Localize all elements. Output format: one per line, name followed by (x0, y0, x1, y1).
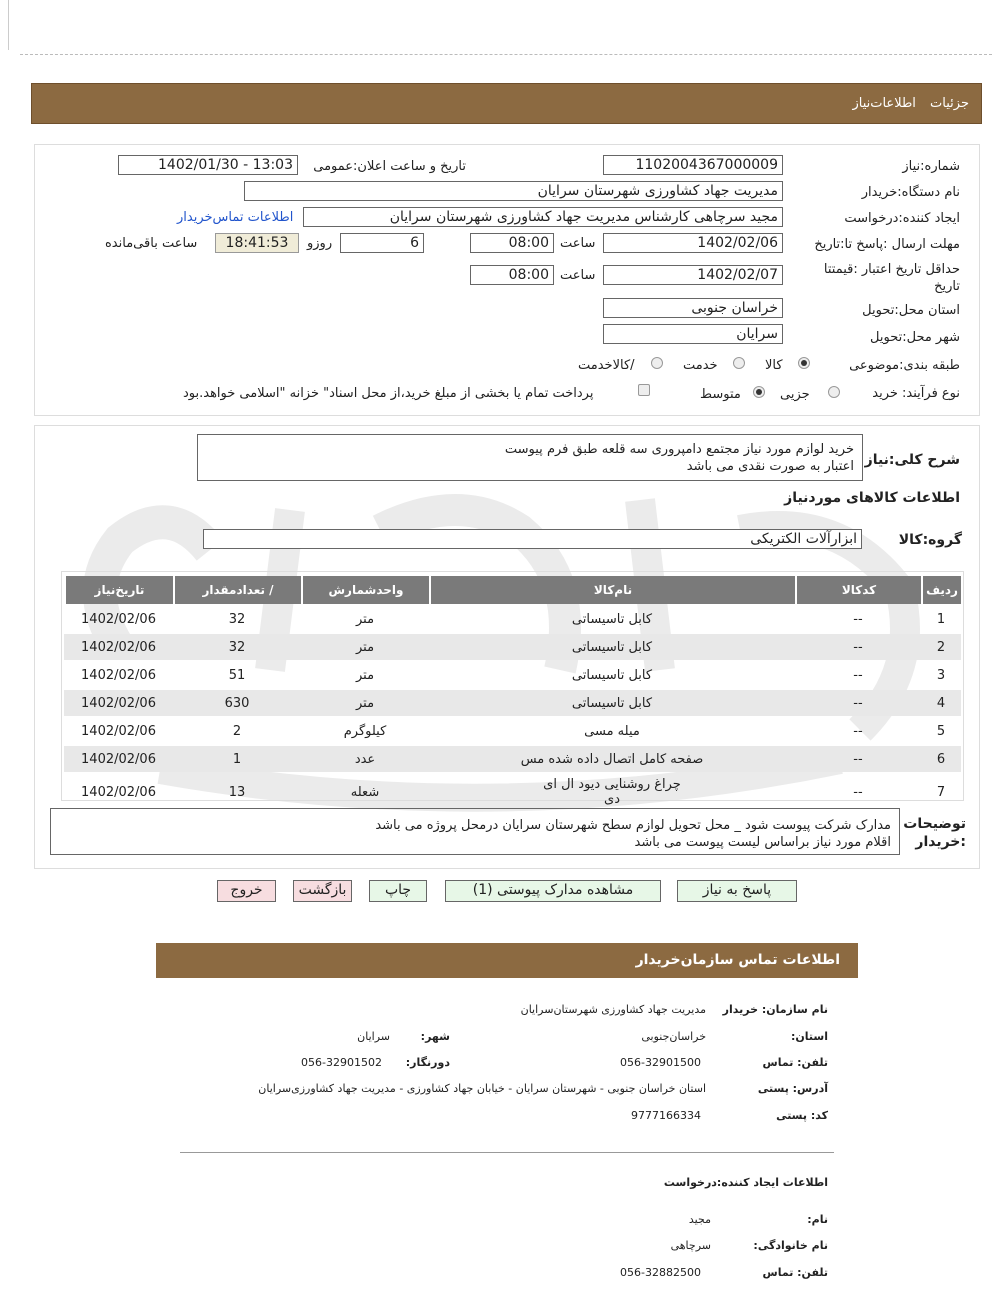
category-both-label: /کالاخدمت (578, 358, 635, 373)
deadline-time-field: 08:00 (470, 233, 554, 253)
city-label: شهر محل:تحویل (870, 330, 960, 345)
attachments-button[interactable]: مشاهده مدارک پیوستی (1) (445, 880, 661, 902)
contact-phone-label: تلفن: تماس (762, 1056, 828, 1069)
header-tabs[interactable]: جزئیات اطلاعات‌نیاز (852, 96, 969, 111)
item-unit-cell: عدد (301, 746, 429, 772)
item-date-cell: 1402/02/06 (81, 611, 156, 627)
contact-org-label: نام سازمان: خریدار (722, 1003, 828, 1016)
creator-info-title: اطلاعات ایجاد کننده:درخواست (663, 1176, 828, 1189)
need-number-label: شماره:نیاز (902, 159, 960, 174)
creator-phone-label: تلفن: تماس (762, 1266, 828, 1279)
page-header (31, 83, 982, 124)
item-qty-cell: 32 (228, 611, 246, 627)
item-code-cell: -- (795, 746, 921, 772)
contact-section-header (156, 943, 858, 978)
page-edge-line (8, 0, 9, 50)
remaining-label: ساعت باقی‌مانده (105, 236, 198, 251)
table-row (64, 662, 961, 688)
item-date-cell: 1402/02/06 (81, 784, 156, 800)
category-service-radio[interactable] (733, 357, 745, 369)
days-field: 6 (340, 233, 424, 253)
creator-family-value: سرچاهی (670, 1239, 711, 1252)
col-name: نام‌کالا (429, 576, 795, 604)
announce-label: تاریخ و ساعت اعلان:عمومی (313, 159, 466, 174)
table-row (64, 634, 961, 660)
contact-divider (180, 1152, 834, 1153)
contact-city-value: سرایان (357, 1030, 390, 1043)
item-date-cell: 1402/02/06 (81, 723, 156, 739)
validity-date-field: 1402/02/07 (603, 265, 783, 285)
row-number-cell: 5 (936, 723, 946, 739)
deadline-date-field: 1402/02/06 (603, 233, 783, 253)
item-date-cell: 1402/02/06 (64, 634, 173, 660)
goods-table (64, 574, 961, 812)
category-goods-label: کالا (765, 358, 783, 373)
item-name-cell: کابل تاسیساتی (429, 634, 795, 660)
item-qty-cell: 32 (173, 634, 301, 660)
contact-city-label: شهر: (420, 1030, 450, 1043)
buyer-contact-link[interactable]: اطلاعات تماس‌خریدار (177, 210, 294, 225)
item-date-cell: 1402/02/06 (81, 667, 156, 683)
item-qty-cell: 630 (173, 690, 301, 716)
table-row (64, 718, 961, 744)
creator-name-value: مجید (688, 1213, 711, 1226)
buyer-notes-label: توضیحات :خریدار (903, 816, 966, 850)
back-button[interactable]: بازگشت (293, 880, 352, 902)
row-number-cell: 4 (921, 690, 961, 716)
row-number-cell: 1 (936, 611, 946, 627)
table-row (64, 690, 961, 716)
validity-label: حداقل تاریخ اعتبار :قیمتتا تاریخ (823, 262, 960, 294)
category-both-radio[interactable] (651, 357, 663, 369)
category-label: طبقه بندی:موضوعی (849, 358, 960, 373)
contact-postal-value: 9777166334 (631, 1109, 701, 1122)
top-divider (20, 54, 992, 55)
buyer-notes-line-2: اقلام مورد نیاز براساس لیست پیوست می باشد (634, 835, 891, 850)
col-qty: / تعدادمقدار (173, 576, 301, 604)
reply-button[interactable]: پاسخ به نیاز (677, 880, 797, 902)
item-name-cell: صفحه کامل اتصال داده شده مس (429, 746, 795, 772)
contact-address-label: آدرس: پستی (757, 1082, 828, 1095)
contact-fax-label: دورنگار: (405, 1056, 450, 1069)
item-unit-cell: شعله (350, 784, 380, 800)
days-label: روزو (307, 236, 333, 251)
creator-family-label: نام خانوادگی: (753, 1239, 828, 1252)
item-code-cell: -- (853, 611, 863, 627)
row-number-cell: 7 (936, 784, 946, 800)
item-unit-cell: متر (301, 690, 429, 716)
process-minor-label: جزیی (780, 387, 810, 402)
col-row: ردیف (921, 576, 961, 604)
process-medium-label: متوسط (700, 387, 741, 402)
contact-fax-value: 056-32901502 (301, 1056, 382, 1069)
goods-group-label: گروه:کالا (898, 532, 962, 548)
item-qty-cell: 13 (228, 784, 246, 800)
print-button[interactable]: چاپ (369, 880, 427, 902)
payment-checkbox[interactable] (638, 384, 650, 396)
contact-province-value: خراسان‌جنوبی (641, 1030, 706, 1043)
creator-field: مجید سرچاهی کارشناس مدیریت جهاد کشاورزی شهرستان سرایان (303, 207, 783, 227)
payment-note: پرداخت تمام یا بخشی از مبلغ خرید،از محل اسناد" خزانه "اسلامی خواهد.بود (183, 386, 594, 401)
row-number-cell: 6 (921, 746, 961, 772)
description-line-2: اعتبار به صورت نقدی می باشد (686, 459, 854, 474)
buyer-org-label: نام دستگاه:خریدار (861, 185, 960, 200)
item-code-cell: -- (853, 784, 863, 800)
item-name-cell: میله مسی (584, 723, 640, 739)
description-box (197, 434, 863, 481)
contact-section-title: اطلاعات تماس سازمان‌خریدار (635, 952, 840, 968)
contact-province-label: استان: (791, 1030, 828, 1043)
process-label: نوع فرآیند: خرید (872, 386, 960, 401)
deadline-time-label: ساعت (560, 236, 596, 251)
validity-time-label: ساعت (560, 268, 596, 283)
item-qty-cell: 2 (232, 723, 242, 739)
row-number-cell: 2 (921, 634, 961, 660)
deadline-label: مهلت ارسال :پاسخ تا:تاریخ (814, 237, 960, 252)
announce-field: 1402/01/30 - 13:03 (118, 155, 298, 175)
province-label: استان محل:تحویل (862, 303, 960, 318)
exit-button[interactable]: خروج (217, 880, 276, 902)
buyer-notes-box (50, 808, 900, 855)
description-label: شرح کلی:نیاز (864, 452, 960, 468)
category-service-label: خدمت (683, 358, 718, 373)
item-name-cell: کابل تاسیساتی (429, 690, 795, 716)
goods-table-frame (61, 571, 964, 807)
creator-label: ایجاد کننده:درخواست (844, 211, 960, 226)
item-date-cell: 1402/02/06 (64, 690, 173, 716)
description-line-1: خرید لوازم مورد نیاز مجتمع دامپروری سه قلعه طبق فرم پیوست (504, 442, 854, 457)
creator-phone-value: 056-32882500 (620, 1266, 701, 1279)
item-date-cell: 1402/02/06 (64, 746, 173, 772)
buyer-org-field: مدیریت جهاد کشاورزی شهرستان سرایان (244, 181, 783, 201)
validity-time-field: 08:00 (470, 265, 554, 285)
contact-org-value: مدیریت جهاد کشاورزی شهرستان‌سرایان (520, 1003, 706, 1016)
contact-postal-label: کد: پستی (776, 1109, 828, 1122)
goods-title: اطلاعات کالاهای موردنیاز (784, 490, 960, 506)
item-name-cell: چراغ روشنایی دیود ال ای دی (543, 777, 681, 807)
col-date: تاریخ‌نیاز (64, 576, 173, 604)
contact-phone-value: 056-32901500 (620, 1056, 701, 1069)
row-number-cell: 3 (936, 667, 946, 683)
province-field: خراسان جنوبی (603, 298, 783, 318)
col-unit: واحدشمارش (301, 576, 429, 604)
table-row (64, 606, 961, 632)
col-code: کدکالا (795, 576, 921, 604)
item-name-cell: کابل تاسیساتی (571, 667, 653, 683)
creator-name-label: نام: (807, 1213, 828, 1226)
item-code-cell: -- (795, 690, 921, 716)
item-unit-cell: متر (355, 611, 375, 627)
category-goods-radio[interactable] (798, 357, 810, 369)
goods-table-header (64, 576, 961, 604)
item-code-cell: -- (853, 723, 863, 739)
item-qty-cell: 51 (228, 667, 246, 683)
city-field: سرایان (603, 324, 783, 344)
goods-group-field: ابزارآلات الکتریکی (203, 529, 862, 549)
item-code-cell: -- (853, 667, 863, 683)
process-medium-radio[interactable] (753, 386, 765, 398)
table-row (64, 774, 961, 810)
need-number-field: 1102004367000009 (603, 155, 783, 175)
item-code-cell: -- (795, 634, 921, 660)
item-unit-cell: متر (355, 667, 375, 683)
process-minor-radio[interactable] (828, 386, 840, 398)
item-name-cell: کابل تاسیساتی (571, 611, 653, 627)
buyer-notes-line-1: مدارک شرکت پیوست شود _ محل تحویل لوازم سطح شهرستان سرایان درمحل پروژه می باشد (375, 818, 891, 833)
contact-address-value: استان خراسان جنوبی - شهرستان سرایان - خیابان جهاد کشاورزی - مدیریت جهاد کشاورزی‌سرایان (258, 1082, 706, 1095)
remaining-timer: 18:41:53 (215, 233, 299, 253)
item-qty-cell: 1 (173, 746, 301, 772)
table-row (64, 746, 961, 772)
item-unit-cell: کیلوگرم (343, 723, 387, 739)
item-unit-cell: متر (301, 634, 429, 660)
